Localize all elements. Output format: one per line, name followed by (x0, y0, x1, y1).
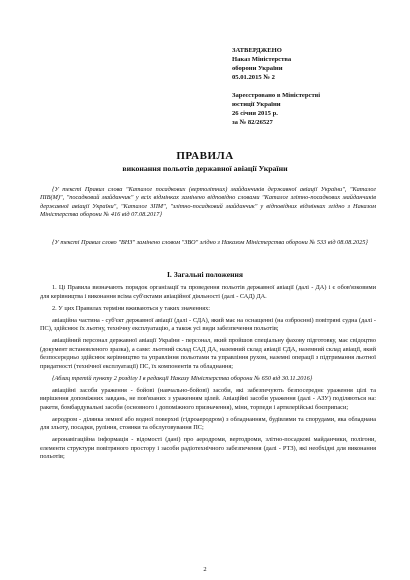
approval-order: Наказ Міністерства (232, 56, 292, 63)
paragraph: авіаційний персонал державної авіації України - персонал, який пройшов спеціальну фахову підготовку, має свідоцтво (документ встановленого зразка), а саме: льотний склад САД ДА, наземний склад авіації СДА, наземний склад авіації, який безпосередньо здійснює керівництво та управління польотами та управління рухом, наземні операції з підтримання льотної придатності (технічної експлуатації) ПС, їх компонентів та обладнання; (40, 337, 376, 370)
registration-ministry: юстиції України (232, 101, 281, 108)
document-body (40, 284, 376, 465)
registration-label: Зареєстровано в Міністерстві (232, 92, 321, 99)
document-title: ПРАВИЛА (176, 150, 234, 162)
paragraph: аеронавігаційна інформація - відомості (дані) про аеродроми, вертодроми, злітно-посадкові майданчики, полігони, елементи структури повітряного простору і засоби радіотехнічного забезпечення (далі - РТЗ), які необхідні для виконання польотів; (40, 436, 376, 460)
section-heading: І. Загальні положення (166, 270, 244, 279)
paragraph: аеродром - ділянка земної або водної поверхні (гідроаеродром) з обладнанням, будівлями та спорудами, яка обладнана для зльоту, посадки, руління, стоянки та обслуговування ПС; (40, 415, 376, 431)
paragraph: авіаційна частина - суб'єкт державної авіації (далі - СДА), який має на оснащенні (на озброєнні) повітряні судна (далі - ПС), здійснює їх льотну, технічну експлуатацію, а також усі види забезпечення польотів; (40, 316, 376, 332)
approval-ministry: оборони України (232, 65, 283, 72)
paragraph: авіаційні засоби ураження - бойові (навчально-бойові) засоби, які забезпечують безпосереднє ураження цілі та вирішення допоміжних завдань, не пов'язаних з ураженням цілей. Авіаційні засоби ураження (далі - АЗУ) поділяються на: ракети, бомбардувальні засоби (основного і допоміжного призначення), міни, торпеди і артилерійські боєприпаси; (40, 386, 376, 411)
amendment-note: {У тексті Правил слово "ВНЗ" замінено словом "ЗВО" згідно з Наказом Міністерства оборони № 533 від 08.08.2025} (52, 239, 368, 246)
document-subtitle: виконання польотів державної авіації України (122, 164, 288, 173)
approval-approved: ЗАТВЕРДЖЕНО (232, 47, 282, 54)
registration-number: за № 82/26527 (232, 119, 273, 126)
page-number: 2 (203, 566, 207, 573)
paragraph: 1. Ці Правила визначають порядок організації та проведення польотів державної авіації (далі - ДА) і є обов'язковими для керівництва і виконання всіма суб'єктами авіаційної діяльності (далі - САД) ДА. (40, 284, 376, 300)
amendment-note: {Абзац третій пункту 2 розділу І в редакції Наказу Міністерства оборони № 650 від 30.11.2016} (52, 374, 313, 382)
approval-stamp (232, 46, 402, 127)
paragraph: 2. У цих Правилах терміни вживаються у таких значеннях: (52, 304, 211, 312)
registration-date: 26 січня 2015 р. (232, 110, 278, 117)
amendment-note: {У тексті Правил слова "Каталог посадкових (вертолітних) майданчиків державної авіації України", "Каталог ПІВ(М)", "посадковий майданчик" у всіх відмінках замінено відповідно словами "Каталог злітно-посадкових майданчиків державної авіації України", "Каталог ЗПМ", "злітно-посадковий майданчик" у відповідних відмінках згідно з Наказом Міністерства оборони № 416 від 07.08.2017} (40, 186, 376, 218)
approval-date: 05.01.2015 № 2 (232, 74, 275, 81)
